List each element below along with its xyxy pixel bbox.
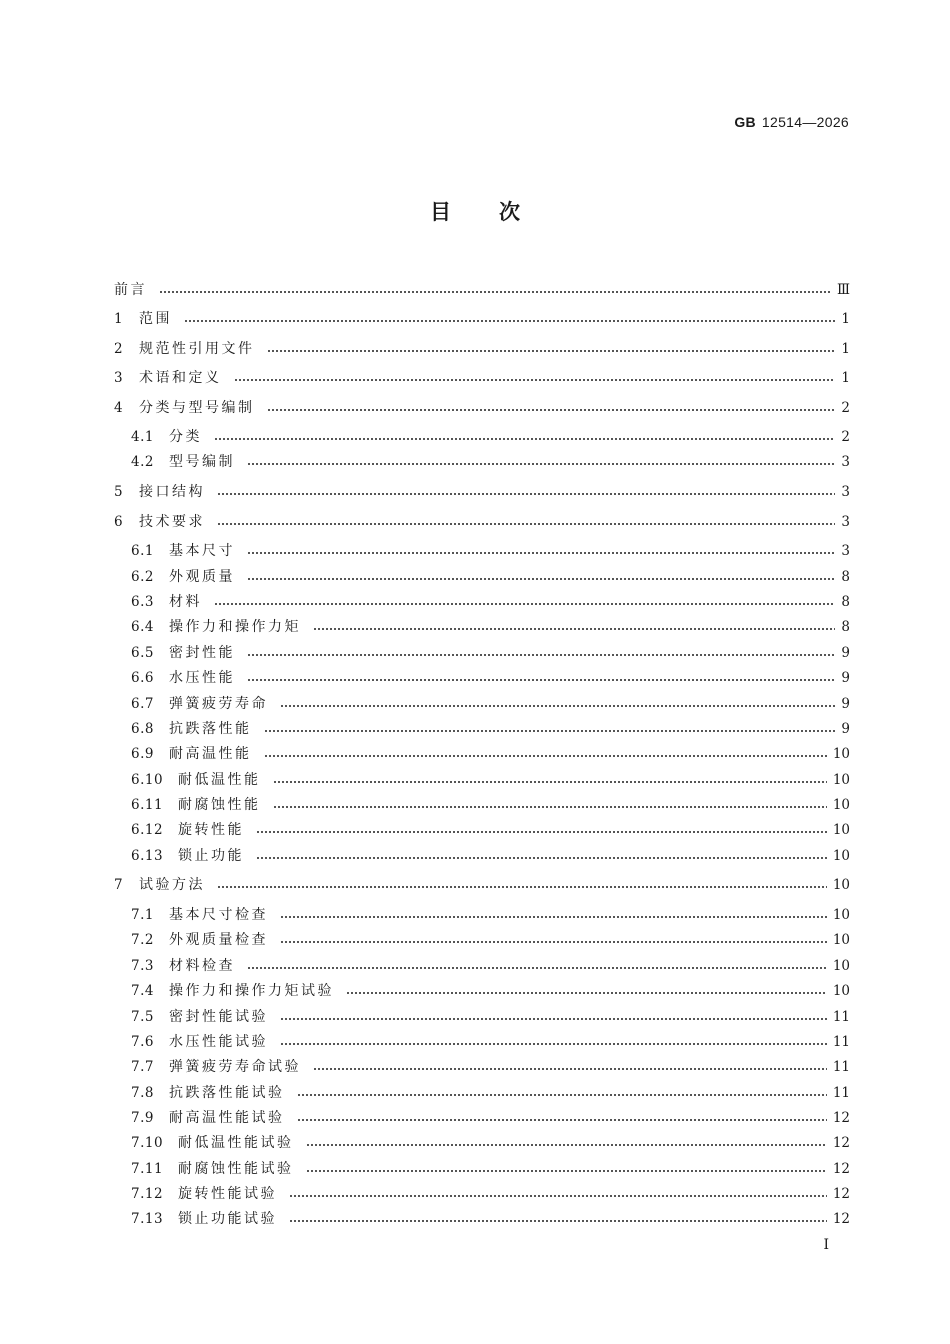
toc-entry-label: 耐腐蚀性能 xyxy=(178,797,261,813)
toc-entry[interactable] xyxy=(114,511,850,533)
toc-entry-label: 弹簧疲劳寿命 xyxy=(169,696,268,712)
toc-entry-number: 3 xyxy=(114,370,124,386)
toc-entry[interactable] xyxy=(114,279,850,301)
toc-leader-dots xyxy=(297,1119,827,1121)
toc-entry-number: 6.6 xyxy=(131,670,154,686)
toc-entry-label: 术语和定义 xyxy=(139,370,222,386)
toc-leader-dots xyxy=(273,781,827,783)
toc-entry[interactable] xyxy=(131,693,850,715)
toc-leader-dots xyxy=(280,1043,827,1045)
toc-entry-page: 10 xyxy=(832,877,850,893)
toc-entry-label: 材料检查 xyxy=(169,958,235,974)
toc-entry-page: 8 xyxy=(841,569,850,585)
toc-entry[interactable] xyxy=(131,1056,850,1078)
toc-entry-page: 12 xyxy=(832,1186,850,1202)
toc-entry-page: 1 xyxy=(841,341,850,357)
toc-leader-dots xyxy=(264,730,836,732)
toc-leader-dots xyxy=(247,679,835,681)
toc-leader-dots xyxy=(184,320,835,322)
toc-entry-label: 弹簧疲劳寿命试验 xyxy=(169,1059,301,1075)
toc-entry[interactable] xyxy=(114,481,850,503)
toc-entry-number: 6.5 xyxy=(131,645,154,661)
toc-entry-label: 耐低温性能试验 xyxy=(178,1135,294,1151)
toc-entry-label: 接口结构 xyxy=(139,484,205,500)
toc-entry[interactable] xyxy=(114,874,850,896)
toc-entry[interactable] xyxy=(131,1082,850,1104)
toc-entry-page: 11 xyxy=(832,1034,850,1050)
toc-entry-number: 6.11 xyxy=(131,797,164,813)
toc-entry[interactable] xyxy=(131,743,850,765)
toc-leader-dots xyxy=(217,886,827,888)
toc-entry-page: Ⅲ xyxy=(836,282,850,298)
toc-leader-dots xyxy=(313,628,835,630)
toc-entry-number: 7 xyxy=(114,877,124,893)
standard-prefix: GB xyxy=(734,114,756,130)
toc-entry[interactable] xyxy=(114,308,850,330)
toc-entry-number: 4 xyxy=(114,400,124,416)
toc-leader-dots xyxy=(280,941,827,943)
toc-entry-number: 7.12 xyxy=(131,1186,164,1202)
toc-entry-page: 1 xyxy=(841,370,850,386)
toc-leader-dots xyxy=(247,552,835,554)
toc-entry-label: 操作力和操作力矩试验 xyxy=(169,983,334,999)
toc-entry-number: 4.1 xyxy=(131,429,154,445)
toc-entry-page: 8 xyxy=(841,619,850,635)
toc-entry-number: 6.9 xyxy=(131,746,154,762)
toc-entry[interactable] xyxy=(131,904,850,926)
toc-entry-number: 6.2 xyxy=(131,569,154,585)
toc-entry[interactable] xyxy=(114,338,850,360)
toc-entry-label: 锁止功能 xyxy=(178,848,244,864)
toc-entry[interactable] xyxy=(131,955,850,977)
toc-entry-page: 10 xyxy=(832,983,850,999)
toc-entry-label: 耐高温性能试验 xyxy=(169,1110,285,1126)
toc-entry-label: 耐腐蚀性能试验 xyxy=(178,1161,294,1177)
toc-leader-dots xyxy=(247,654,835,656)
toc-leader-dots xyxy=(217,493,835,495)
toc-leader-dots xyxy=(289,1195,827,1197)
toc-entry[interactable] xyxy=(131,794,850,816)
toc-entry[interactable] xyxy=(114,367,850,389)
toc-entry-page: 10 xyxy=(832,746,850,762)
toc-leader-dots xyxy=(280,705,835,707)
toc-entry-label: 规范性引用文件 xyxy=(139,341,255,357)
toc-entry-page: 11 xyxy=(832,1009,850,1025)
toc-leader-dots xyxy=(306,1170,827,1172)
toc-entry-page: 11 xyxy=(832,1059,850,1075)
toc-entry[interactable] xyxy=(131,426,850,448)
toc-entry-number: 7.8 xyxy=(131,1085,154,1101)
toc-entry-label: 密封性能 xyxy=(169,645,235,661)
toc-entry-label: 抗跌落性能试验 xyxy=(169,1085,285,1101)
toc-leader-dots xyxy=(264,755,827,757)
toc-entry[interactable] xyxy=(131,1006,850,1028)
toc-entry[interactable] xyxy=(131,1132,850,1154)
toc-entry-number: 6.12 xyxy=(131,822,164,838)
toc-entry-page: 10 xyxy=(832,772,850,788)
toc-entry-label: 分类与型号编制 xyxy=(139,400,255,416)
toc-entry-page: 9 xyxy=(841,645,850,661)
toc-entry-page: 3 xyxy=(841,543,850,559)
toc-entry-page: 9 xyxy=(841,670,850,686)
toc-entry-label: 分类 xyxy=(169,429,202,445)
toc-entry-number: 7.1 xyxy=(131,907,154,923)
toc-leader-dots xyxy=(267,350,836,352)
toc-entry-page: 12 xyxy=(832,1161,850,1177)
toc-entry[interactable] xyxy=(131,642,850,664)
toc-leader-dots xyxy=(217,523,835,525)
toc-entry-page: 12 xyxy=(832,1211,850,1227)
toc-entry-number: 7.9 xyxy=(131,1110,154,1126)
toc-entry-page: 11 xyxy=(832,1085,850,1101)
toc-leader-dots xyxy=(313,1068,827,1070)
toc-entry-label: 抗跌落性能 xyxy=(169,721,252,737)
toc-entry-number: 7.7 xyxy=(131,1059,154,1075)
toc-entry-page: 12 xyxy=(832,1110,850,1126)
toc-entry-page: 8 xyxy=(841,594,850,610)
toc-leader-dots xyxy=(346,992,827,994)
toc-entry-number: 6.1 xyxy=(131,543,154,559)
toc-leader-dots xyxy=(234,379,836,381)
toc-entry-number: 6.3 xyxy=(131,594,154,610)
toc-entry-page: 3 xyxy=(841,454,850,470)
footer-page-number: I xyxy=(823,1237,829,1253)
toc-entry-label: 前言 xyxy=(114,282,147,298)
toc-entry-page: 1 xyxy=(841,311,850,327)
toc-entry-label: 范围 xyxy=(139,311,172,327)
toc-entry[interactable] xyxy=(131,1183,850,1205)
toc-entry-label: 试验方法 xyxy=(139,877,205,893)
toc-entry-number: 7.10 xyxy=(131,1135,164,1151)
toc-entry-number: 1 xyxy=(114,311,124,327)
toc-entry-number: 7.2 xyxy=(131,932,154,948)
standard-number: 12514—2026 xyxy=(761,114,849,130)
toc-leader-dots xyxy=(256,857,827,859)
toc-entry-page: 3 xyxy=(841,484,850,500)
toc-entry-number: 6.8 xyxy=(131,721,154,737)
toc-leader-dots xyxy=(306,1144,827,1146)
toc-entry-page: 10 xyxy=(832,822,850,838)
toc-entry-label: 基本尺寸检查 xyxy=(169,907,268,923)
toc-entry-number: 6.7 xyxy=(131,696,154,712)
toc-entry-page: 9 xyxy=(841,721,850,737)
toc-entry-label: 耐低温性能 xyxy=(178,772,261,788)
toc-entry[interactable] xyxy=(131,1158,850,1180)
toc-leader-dots xyxy=(247,463,835,465)
toc-entry-label: 外观质量 xyxy=(169,569,235,585)
toc-entry-number: 7.3 xyxy=(131,958,154,974)
toc-entry-label: 水压性能 xyxy=(169,670,235,686)
toc-entry-page: 10 xyxy=(832,848,850,864)
toc-leader-dots xyxy=(289,1220,827,1222)
toc-leader-dots xyxy=(247,578,835,580)
toc-entry[interactable] xyxy=(131,845,850,867)
toc-entry-label: 旋转性能 xyxy=(178,822,244,838)
toc-entry-label: 型号编制 xyxy=(169,454,235,470)
toc-entry-label: 水压性能试验 xyxy=(169,1034,268,1050)
toc-entry-number: 7.5 xyxy=(131,1009,154,1025)
toc-leader-dots xyxy=(280,916,827,918)
toc-entry[interactable] xyxy=(131,980,850,1002)
toc-entry[interactable] xyxy=(131,718,850,740)
toc-entry-number: 4.2 xyxy=(131,454,154,470)
toc-entry[interactable] xyxy=(131,667,850,689)
toc-entry-label: 锁止功能试验 xyxy=(178,1211,277,1227)
toc-entry[interactable] xyxy=(131,1208,850,1230)
toc-leader-dots xyxy=(214,603,835,605)
toc-entry[interactable] xyxy=(131,566,850,588)
toc-title: 目次 xyxy=(430,200,568,224)
toc-entry-number: 2 xyxy=(114,341,124,357)
toc-entry-page: 9 xyxy=(841,696,850,712)
toc-entry-page: 2 xyxy=(841,429,850,445)
toc-entry[interactable] xyxy=(131,769,850,791)
toc-entry-number: 5 xyxy=(114,484,124,500)
toc-entry-label: 外观质量检查 xyxy=(169,932,268,948)
toc-leader-dots xyxy=(247,967,827,969)
toc-entry[interactable] xyxy=(131,819,850,841)
toc-entry-page: 10 xyxy=(832,932,850,948)
toc-leader-dots xyxy=(256,831,827,833)
toc-entry[interactable] xyxy=(131,1031,850,1053)
toc-entry-label: 技术要求 xyxy=(139,514,205,530)
toc-entry-label: 操作力和操作力矩 xyxy=(169,619,301,635)
toc-entry-number: 7.13 xyxy=(131,1211,164,1227)
toc-entry-page: 2 xyxy=(841,400,850,416)
toc-entry-label: 基本尺寸 xyxy=(169,543,235,559)
toc-entry[interactable] xyxy=(131,591,850,613)
toc-entry-number: 6.13 xyxy=(131,848,164,864)
toc-entry[interactable] xyxy=(114,397,850,419)
toc-entry-number: 6.10 xyxy=(131,772,164,788)
toc-leader-dots xyxy=(273,806,827,808)
toc-entry[interactable] xyxy=(131,451,850,473)
toc-leader-dots xyxy=(267,409,836,411)
toc-entry-page: 12 xyxy=(832,1135,850,1151)
toc-leader-dots xyxy=(214,438,835,440)
toc-entry-label: 旋转性能试验 xyxy=(178,1186,277,1202)
toc-entry-page: 10 xyxy=(832,907,850,923)
toc-leader-dots xyxy=(297,1094,827,1096)
toc-entry-number: 7.11 xyxy=(131,1161,164,1177)
toc-entry-label: 耐高温性能 xyxy=(169,746,252,762)
toc-entry-label: 密封性能试验 xyxy=(169,1009,268,1025)
toc-entry[interactable] xyxy=(131,1107,850,1129)
toc-entry[interactable] xyxy=(131,929,850,951)
toc-leader-dots xyxy=(159,291,831,293)
toc-entry[interactable] xyxy=(131,540,850,562)
toc-entry-number: 7.6 xyxy=(131,1034,154,1050)
toc-entry-number: 6 xyxy=(114,514,124,530)
toc-entry-page: 3 xyxy=(841,514,850,530)
toc-entry-page: 10 xyxy=(832,797,850,813)
toc-entry-number: 6.4 xyxy=(131,619,154,635)
toc-entry[interactable] xyxy=(131,616,850,638)
toc-leader-dots xyxy=(280,1018,827,1020)
toc-entry-page: 10 xyxy=(832,958,850,974)
toc-entry-number: 7.4 xyxy=(131,983,154,999)
toc-entry-label: 材料 xyxy=(169,594,202,610)
